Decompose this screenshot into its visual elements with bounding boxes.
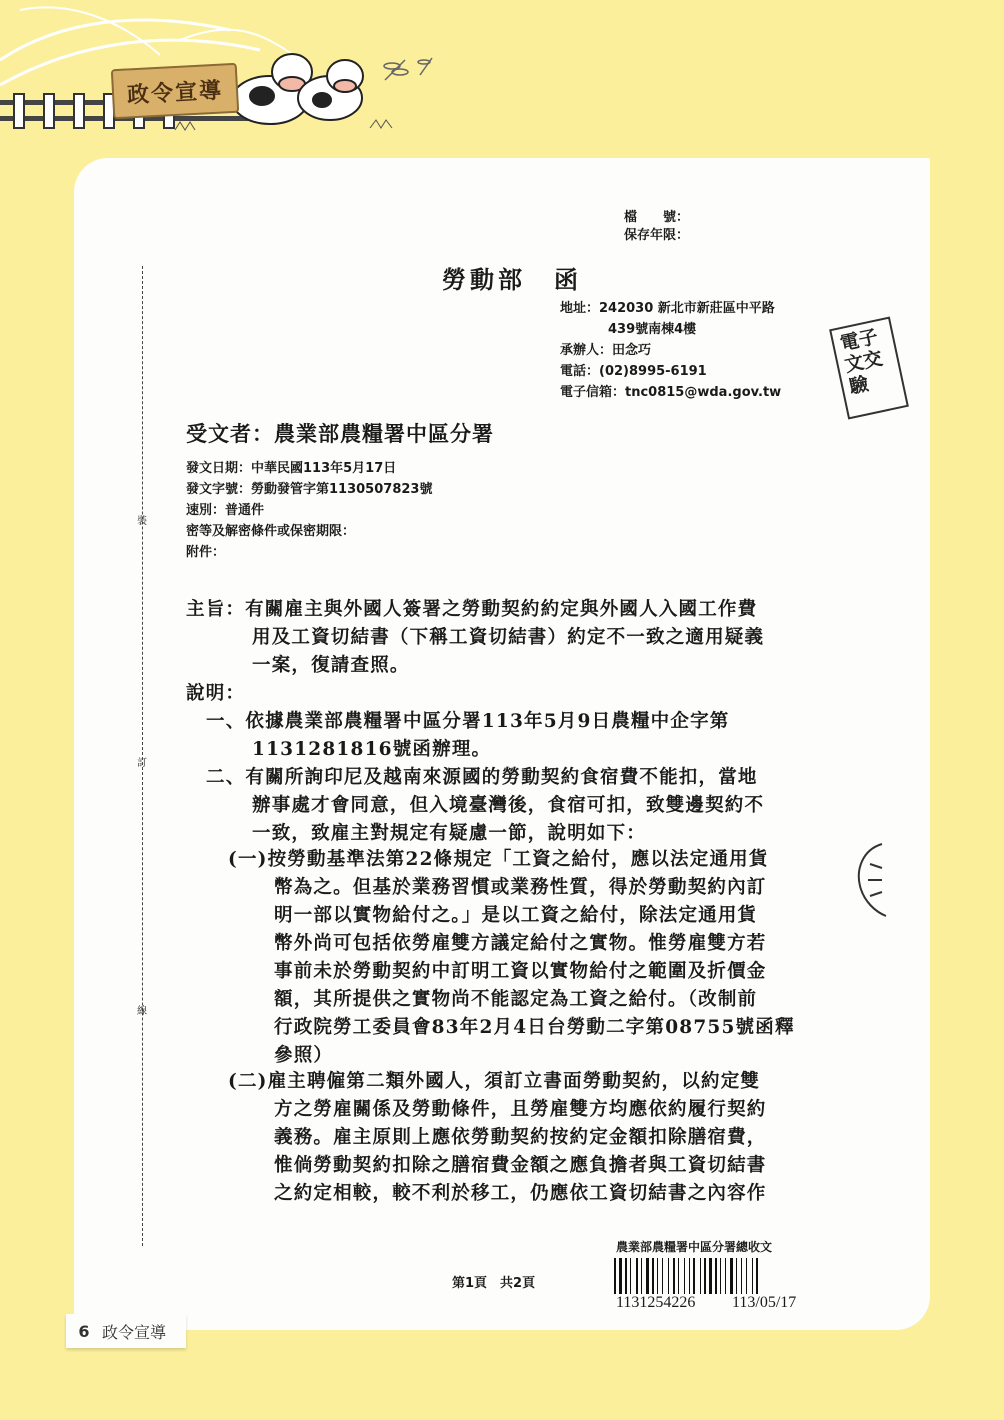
barcode-bar: [715, 1258, 717, 1294]
barcode-bar: [704, 1258, 706, 1294]
page-number: 6: [78, 1321, 90, 1341]
barcode-bar: [709, 1258, 712, 1294]
retention-label: 保存年限：: [624, 228, 690, 243]
explanation-item: 辦事處才會同意，但入境臺灣後，食宿可扣，致雙邊契約不: [252, 795, 765, 816]
barcode-bar: [700, 1258, 701, 1294]
secrecy-level: 密等及解密條件或保密期限：: [186, 524, 356, 539]
barcode-bar: [746, 1258, 747, 1294]
subject-line: 一案，復請查照。: [252, 655, 410, 676]
sub-item: 義務。雇主原則上應依勞動契約按約定金額扣除膳宿費，: [274, 1127, 767, 1148]
barcode-bar: [693, 1258, 695, 1294]
barcode-bar: [657, 1258, 658, 1294]
document-number: 發文字號：勞動發管字第1130507823號: [186, 482, 433, 497]
barcode-bar: [741, 1258, 742, 1294]
attachments: 附件：: [186, 545, 226, 560]
explanation-label: 說明：: [186, 683, 246, 704]
sub-item: 之約定相較，較不利於移工，仍應依工資切結書之內容作: [274, 1183, 767, 1204]
sub-item: 事前未於勞動契約中訂明工資以實物給付之範圍及折價金: [274, 961, 767, 982]
sub-item: 明一部以實物給付之。」是以工資之給付，除法定通用貨: [274, 905, 758, 926]
barcode-bar: [668, 1258, 669, 1294]
barcode-bar: [614, 1258, 616, 1294]
delivery-speed: 速別：普通件: [186, 503, 265, 518]
barcode-date: 113/05/17: [732, 1294, 797, 1311]
barcode-bar: [752, 1258, 753, 1294]
seam-mark: 線: [137, 1006, 147, 1017]
barcode-bar: [641, 1258, 642, 1294]
subject-line: 用及工資切結書（下稱工資切結書）約定不一致之適用疑義: [252, 627, 765, 648]
barcode-bar: [652, 1258, 654, 1294]
sub-item: (一)按勞動基準法第22條規定「工資之給付，應以法定通用貨: [228, 849, 769, 870]
barcode-bar: [756, 1258, 758, 1294]
barcode-bar: [689, 1258, 690, 1294]
barcode-bar: [636, 1258, 638, 1294]
barcode: [614, 1258, 820, 1294]
contact-phone: 電話：(02)8995-6191: [560, 364, 707, 379]
barcode-bar: [736, 1258, 737, 1294]
seam-mark: 裝: [137, 516, 147, 527]
barcode-bar: [684, 1258, 685, 1294]
barcode-bar: [673, 1258, 675, 1294]
letter-title: 勞動部 函: [442, 265, 582, 294]
explanation-item: 1131281816號函辦理。: [252, 739, 492, 760]
explanation-item: 二、有關所詢印尼及越南來源國的勞動契約食宿費不能扣，當地: [206, 767, 758, 788]
receipt-stamp: 農業部農糧署中區分署總收文: [616, 1240, 773, 1254]
contact-person: 承辦人：田念巧: [560, 343, 652, 358]
contact-email: 電子信箱：tnc0815@wda.gov.tw: [560, 385, 782, 400]
explanation-item: 一致，致雇主對規定有疑慮一節，說明如下：: [252, 823, 647, 844]
sub-item: 行政院勞工委員會83年2月4日台勞動二字第08755號函釋: [274, 1017, 795, 1038]
barcode-bar: [662, 1258, 663, 1294]
sender-address-line2: 439號南棟4樓: [608, 322, 697, 337]
barcode-number: 1131254226: [616, 1294, 696, 1311]
page-indicator: 第1頁 共2頁: [452, 1276, 536, 1291]
page-footer: [66, 1314, 186, 1348]
barcode-bar: [678, 1258, 679, 1294]
barcode-bar: [725, 1258, 726, 1294]
explanation-item: 一、依據農業部農糧署中區分署113年5月9日農糧中企字第: [206, 711, 730, 732]
barcode-bar: [646, 1258, 649, 1294]
footer-section-title: 政令宣導: [102, 1322, 167, 1342]
subject-line: 主旨：有關雇主與外國人簽署之勞動契約約定與外國人入國工作費: [186, 599, 758, 620]
sub-item: 參照）: [274, 1045, 334, 1066]
issue-date: 發文日期：中華民國113年5月17日: [186, 461, 397, 476]
sub-item: 惟倘勞動契約扣除之膳宿費金額之應負擔者與工資切結書: [274, 1155, 767, 1176]
recipient: 受文者：農業部農糧署中區分署: [186, 421, 494, 446]
sub-item: 方之勞雇關係及勞動條件，且勞雇雙方均應依約履行契約: [274, 1099, 767, 1120]
barcode-bar: [630, 1258, 631, 1294]
file-number-label: 檔 號：: [624, 210, 690, 225]
sub-item: 額，其所提供之實物尚不能認定為工資之給付。（改制前: [274, 989, 758, 1010]
seal-fragment-icon: [852, 840, 890, 920]
barcode-bar: [720, 1258, 721, 1294]
sub-item: (二)雇主聘僱第二類外國人，須訂立書面勞動契約，以約定雙: [228, 1071, 761, 1092]
barcode-bar: [619, 1258, 622, 1294]
barcode-bar: [730, 1258, 733, 1294]
sub-item: 幣外尚可包括依勞雇雙方議定給付之實物。惟勞雇雙方若: [274, 933, 767, 954]
electronic-document-stamp: 電子 文交 驗: [829, 317, 909, 420]
barcode-bar: [625, 1258, 627, 1294]
seam-mark: 訂: [137, 758, 147, 769]
sub-item: 幣為之。但基於業務習慣或業務性質，得於勞動契約內訂: [274, 877, 767, 898]
section-title-sign: 政令宣導: [111, 63, 239, 120]
sender-address: 地址：242030 新北市新莊區中平路: [560, 301, 775, 316]
